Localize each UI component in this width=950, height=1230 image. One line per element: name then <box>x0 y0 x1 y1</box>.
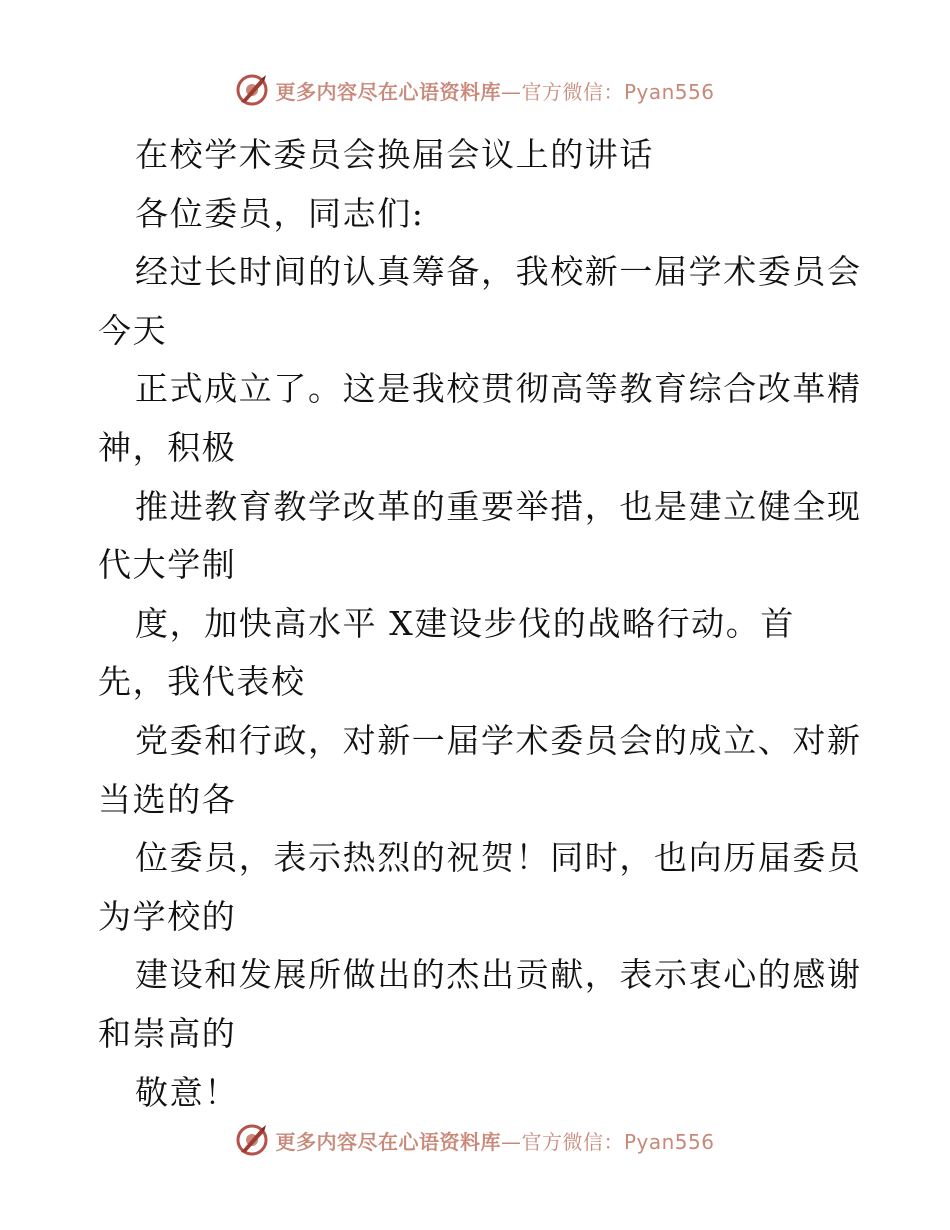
paragraph-line: 今天 <box>98 310 168 350</box>
paragraph-line: 先，我代表校 <box>98 662 306 702</box>
paragraph-line: 推进教育教学改革的重要举措，也是建立健全现 <box>135 486 862 526</box>
paragraph-line: 建设和发展所做出的杰出贡献，表示衷心的感谢 <box>135 955 862 995</box>
paragraph-line: 代大学制 <box>98 545 237 585</box>
paragraph-line: 度，加快高水平 X建设步伐的战略行动。首 <box>135 603 795 643</box>
paragraph-line: 神，积极 <box>98 427 237 467</box>
paragraph-line: 位委员，表示热烈的祝贺！同时，也向历届委员 <box>135 838 862 878</box>
paragraph-line: 为学校的 <box>98 896 237 936</box>
banner-text: 更多内容尽在心语资料库—官方微信：Pyan556 <box>275 1129 715 1154</box>
paragraph-line: 和崇高的 <box>98 1013 237 1053</box>
paragraph-line: 敬意！ <box>135 1072 239 1112</box>
document-body <box>98 126 862 1122</box>
paragraph-line: 正式成立了。这是我校贯彻高等教育综合改革精 <box>135 369 862 409</box>
footer-banner <box>0 1120 950 1160</box>
paragraph-line: 党委和行政，对新一届学术委员会的成立、对新 <box>135 720 862 760</box>
paragraph-line: 经过长时间的认真筹备，我校新一届学术委员会 <box>135 252 862 292</box>
feather-pen-logo-icon <box>235 73 269 107</box>
paragraph-line: 当选的各 <box>98 779 237 819</box>
document-title: 在校学术委员会换届会议上的讲话 <box>135 135 654 174</box>
banner-text: 更多内容尽在心语资料库—官方微信：Pyan556 <box>275 79 715 104</box>
header-banner <box>0 70 950 110</box>
salutation: 各位委员，同志们: <box>135 193 425 233</box>
feather-pen-logo-icon <box>235 1123 269 1157</box>
